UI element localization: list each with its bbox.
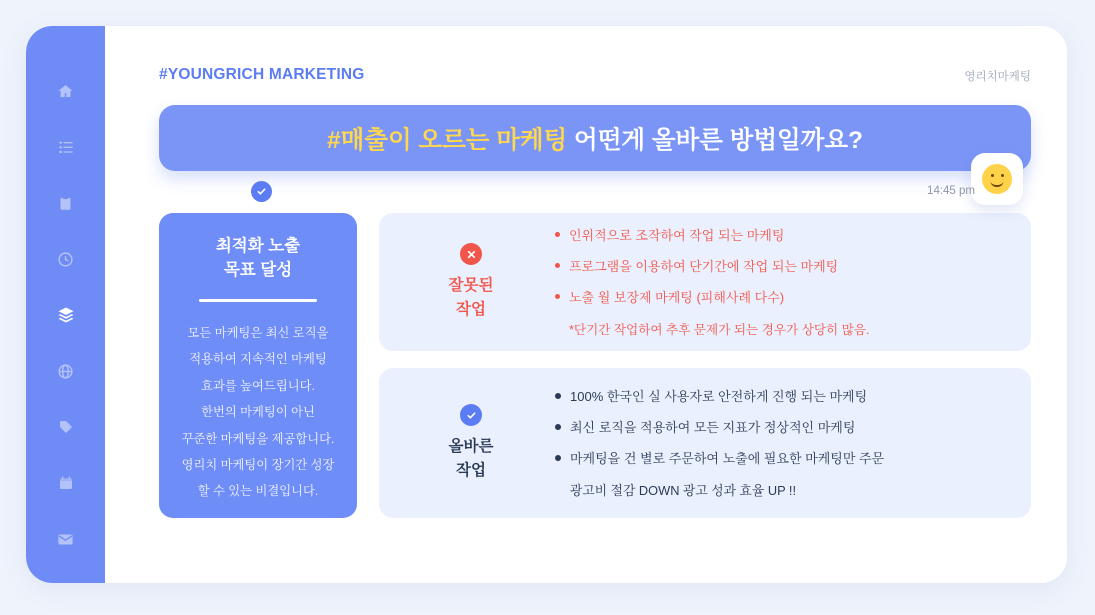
clock-icon[interactable] bbox=[53, 246, 79, 272]
brand-subtitle: 영리치마케팅 bbox=[964, 71, 1031, 83]
goal-panel-title bbox=[173, 235, 343, 283]
goal-panel-body-line: 적용하여 지속적인 마케팅 bbox=[189, 352, 327, 367]
hero-headline bbox=[327, 121, 863, 156]
good-practices-list bbox=[545, 387, 1013, 498]
good-title-line2: 작업 bbox=[456, 461, 486, 479]
list-item bbox=[555, 418, 1013, 439]
brand-row bbox=[159, 66, 1031, 84]
globe-icon[interactable] bbox=[53, 358, 79, 384]
goal-panel-body-line: 영리치 마케팅이 장기간 성장 bbox=[181, 458, 335, 473]
content-card bbox=[26, 26, 1067, 583]
bullet-dot bbox=[555, 424, 561, 430]
list-item-text: 마케팅을 건 별로 주문하여 노출에 필요한 마케팅만 주문 bbox=[570, 450, 885, 466]
sidebar bbox=[26, 26, 105, 583]
goal-panel bbox=[159, 213, 357, 518]
good-practices-subline: 광고비 절감 DOWN 광고 성과 효율 UP !! bbox=[570, 482, 797, 498]
list-item-text: 프로그램을 이용하여 단기간에 작업 되는 마케팅 bbox=[569, 259, 839, 275]
x-circle-icon bbox=[460, 243, 482, 265]
brand-title: #YOUNGRICH MARKETING bbox=[159, 66, 365, 83]
list-item bbox=[555, 226, 1013, 247]
status-row bbox=[159, 181, 1031, 207]
bullet-dot bbox=[555, 393, 561, 399]
list-item bbox=[555, 288, 1013, 309]
bad-title-line2: 작업 bbox=[456, 300, 486, 318]
check-icon bbox=[251, 181, 272, 202]
divider bbox=[199, 299, 317, 302]
bad-practices-title bbox=[397, 274, 545, 321]
hero-headline-rest: 어떤게 올바른 방법일까요? bbox=[567, 126, 863, 154]
hero-bubble bbox=[159, 105, 1031, 171]
bad-practices-label bbox=[397, 243, 545, 321]
good-title-line1: 올바른 bbox=[448, 438, 494, 456]
goal-panel-body-line: 한번의 마케팅이 아닌 bbox=[201, 405, 315, 420]
list-item-text: 노출 월 보장제 마케팅 (피해사례 다수) bbox=[569, 289, 785, 305]
bullet-dot bbox=[555, 294, 560, 299]
mail-icon[interactable] bbox=[53, 526, 79, 552]
bad-practices-card bbox=[379, 213, 1031, 351]
list-item bbox=[555, 449, 1013, 470]
body-grid bbox=[159, 213, 1031, 518]
hero-bubble-wrap bbox=[159, 105, 1031, 171]
tag-icon[interactable] bbox=[53, 414, 79, 440]
main-content bbox=[105, 26, 1067, 583]
good-practices-title bbox=[397, 435, 545, 482]
goal-panel-body-line: 모든 마케팅은 최신 로직을 bbox=[187, 325, 329, 340]
list-item-text: 인위적으로 조작하여 작업 되는 마케팅 bbox=[569, 228, 785, 244]
hero-headline-highlight: #매출이 오르는 마케팅 bbox=[327, 126, 568, 154]
timestamp: 14:45 pm bbox=[927, 185, 975, 197]
goal-panel-title-line1: 최적화 노출 bbox=[215, 237, 301, 255]
bad-practices-note: *단기간 작업하여 추후 문제가 되는 경우가 상당히 많음. bbox=[569, 322, 870, 337]
goal-panel-body bbox=[173, 320, 343, 505]
bullet-dot bbox=[555, 455, 561, 461]
goal-panel-body-line: 꾸준한 마케팅을 제공합니다. bbox=[181, 431, 335, 446]
good-practices-card bbox=[379, 368, 1031, 518]
clipboard-icon[interactable] bbox=[53, 190, 79, 216]
list-item-text: 최신 로직을 적용하여 모든 지표가 정상적인 마케팅 bbox=[570, 420, 856, 436]
bullet-dot bbox=[555, 263, 560, 268]
right-column bbox=[379, 213, 1031, 518]
check-circle-icon bbox=[460, 404, 482, 426]
goal-panel-body-line: 할 수 있는 비결입니다. bbox=[197, 484, 319, 499]
good-practices-label bbox=[397, 404, 545, 482]
goal-panel-title-line2: 목표 달성 bbox=[223, 260, 293, 279]
list-item bbox=[555, 387, 1013, 408]
list-icon[interactable] bbox=[53, 134, 79, 160]
list-item bbox=[555, 257, 1013, 278]
emoji-eyes bbox=[982, 174, 1012, 177]
home-icon[interactable] bbox=[53, 78, 79, 104]
bad-title-line1: 잘못된 bbox=[448, 277, 494, 295]
layers-icon[interactable] bbox=[53, 302, 79, 328]
bad-practices-list bbox=[545, 226, 1013, 337]
goal-panel-body-line: 효과를 높여드립니다. bbox=[201, 378, 315, 393]
bullet-dot bbox=[555, 232, 560, 237]
list-item-text: 100% 한국인 실 사용자로 안전하게 진행 되는 마케팅 bbox=[570, 389, 868, 405]
calendar-icon[interactable] bbox=[53, 470, 79, 496]
